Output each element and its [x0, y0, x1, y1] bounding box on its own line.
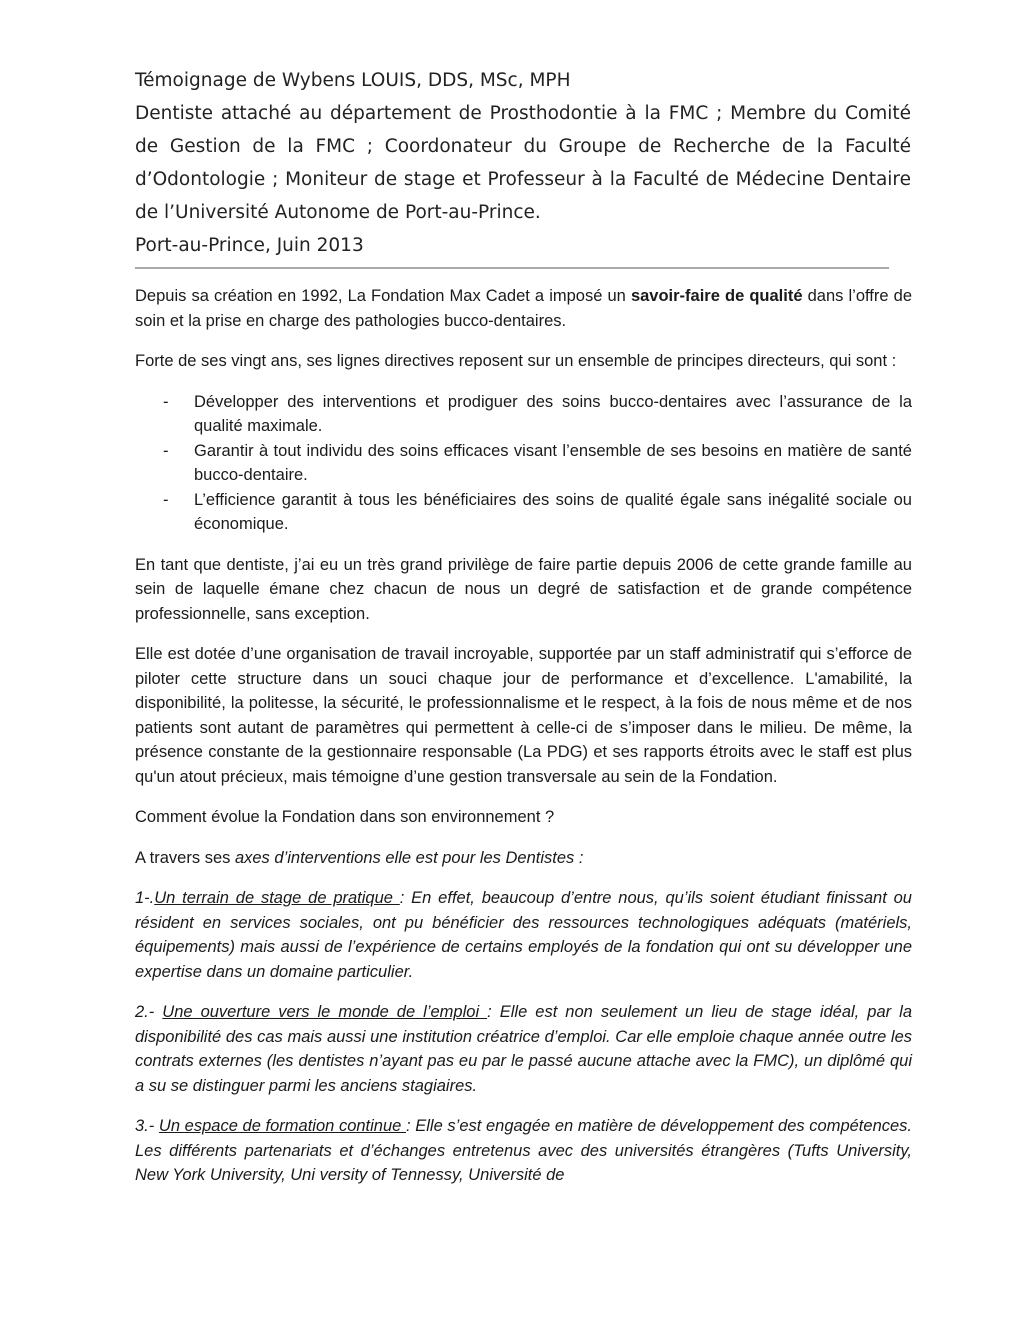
bullet-dash: -	[163, 392, 169, 411]
header-divider	[135, 267, 889, 269]
axes-intro	[135, 846, 912, 871]
list-item-text: Développer des interventions et prodiguer des soins bucco-dentaires avec l’assurance de la qualité maximale.	[194, 392, 912, 435]
list-item	[135, 439, 912, 488]
axes-intro-italic: axes d’interventions elle est pour les Dentistes :	[234, 848, 584, 867]
axis-text: : Elle s’est engagée en matière de développement des compétences. Les différents partenariats et d’échanges entretenus avec des universités étrangères (Tufts University, New York University, Uni versity of Tennessy, Université de	[135, 1117, 913, 1184]
list-item-text: L’efficience garantit à tous les bénéficiaires des soins de qualité égale sans inégalité sociale ou économique.	[194, 490, 912, 533]
list-item-text: Garantir à tout individu des soins efficaces visant l’ensemble de ses besoins en matière de santé bucco-dentaire.	[194, 441, 912, 484]
intro-text-end: dans l’offre de soin et la prise en charge des pathologies bucco-dentaires.	[135, 287, 912, 330]
axis-item-2	[135, 1000, 912, 1098]
author-affiliation: Dentiste attaché au département de Prosthodontie à la FMC ; Membre du Comité de Gestion de la FMC ; Coordonateur du Groupe de Recherche de la Faculté d’Odontologie ; Moniteur de stage et Professeur à la Faculté de Médecine Dentaire de l’Université Autonome de Port-au-Prince.	[135, 103, 911, 223]
axis-item-3	[135, 1114, 912, 1188]
intro-emphasis: savoir-faire de qualité	[630, 287, 803, 305]
list-item	[135, 390, 912, 439]
axis-number: 3.-	[135, 1117, 159, 1135]
intro-paragraph	[135, 284, 912, 333]
axis-text: : En effet, beaucoup d’entre nous, qu’ils soient étudiant finissant ou résident en services sociales, ont pu bénéficier des ressources technologiques adéquats (matériels, équipements) mais aussi de l’expérience de certains employés de la fondation qui ont su développer une expertise dans un domaine particulier.	[135, 889, 912, 981]
axes-intro-text: A travers ses	[135, 848, 235, 867]
document-header	[135, 64, 911, 262]
axis-number: 2.-	[135, 1003, 163, 1021]
axis-title: Un espace de formation continue	[158, 1117, 406, 1135]
axis-title: Une ouverture vers le monde de l’emploi	[162, 1003, 488, 1021]
place-date: Port-au-Prince, Juin 2013	[135, 235, 364, 256]
principles-intro: Forte de ses vingt ans, ses lignes directives reposent sur un ensemble de principes directeurs, qui sont :	[135, 352, 897, 370]
organisation-paragraph: Elle est dotée d’une organisation de travail incroyable, supportée par un staff administratif qui s’efforce de piloter cette structure dans un souci chaque jour de performance et d’excellence. L'amabilité, la disponibilité, la politesse, la sécurité, le professionnalisme et le respect, à la fois de nous même et de nos patients sont autant de paramètres qui permettent à celle-ci de s’imposer dans le milieu. De même, la présence constante de la gestionnaire responsable (La PDG) et ses rapports étroits avec le staff est plus qu'un atout précieux, mais témoigne d’une gestion transversale au sein de la Fondation.	[135, 645, 912, 786]
intro-text: Depuis sa création en 1992, La Fondation Max Cadet a imposé un	[135, 287, 631, 305]
document-title: Témoignage de Wybens LOUIS, DDS, MSc, MPH	[135, 70, 571, 91]
bullet-dash: -	[163, 490, 169, 509]
axis-item-1	[135, 886, 912, 984]
document-body	[135, 284, 912, 1188]
question-paragraph: Comment évolue la Fondation dans son environnement ?	[135, 808, 555, 826]
axis-number: 1-.	[135, 889, 155, 907]
list-item	[135, 488, 912, 537]
axis-title: Un terrain de stage de pratique	[154, 889, 400, 907]
axis-text: : Elle est non seulement un lieu de stage idéal, par la disponibilité des cas mais aussi une institution créatrice d’emploi. Car elle emploie chaque année outre les contrats externes (les dentistes n’ayant pas eu par le passé aucune attache avec la FMC), un diplômé qui a su se distinguer parmi les anciens stagiaires.	[135, 1003, 912, 1095]
principles-list	[135, 390, 912, 537]
bullet-dash: -	[163, 441, 169, 460]
dentist-experience-paragraph: En tant que dentiste, j’ai eu un très grand privilège de faire partie depuis 2006 de cette grande famille au sein de laquelle émane chez chacun de nous un degré de satisfaction et de grande compétence professionnelle, sans exception.	[135, 555, 912, 623]
